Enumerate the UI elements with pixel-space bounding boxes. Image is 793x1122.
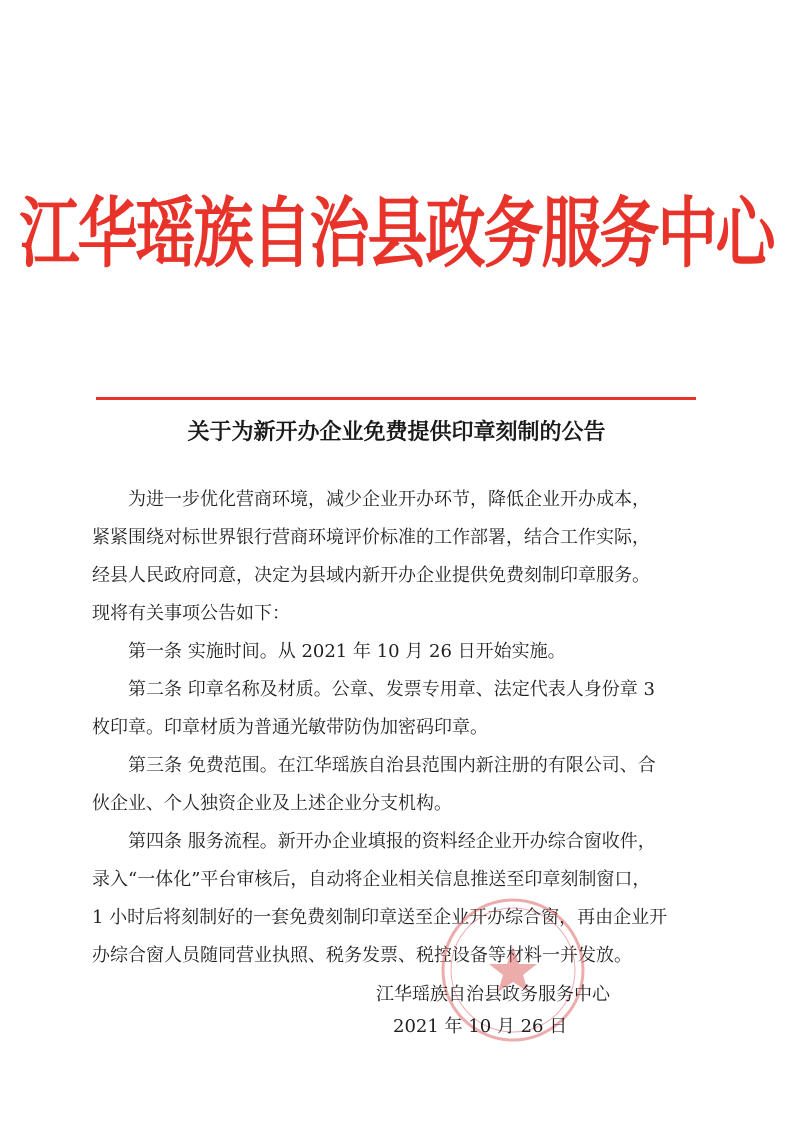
text-line: 经县人民政府同意，决定为县域内新开办企业提供免费刻制印章服务。 [92, 565, 650, 586]
text-line: 现将有关事项公告如下： [92, 603, 290, 624]
signature-org: 江华瑶族自治县政务服务中心 [376, 984, 610, 1005]
text-line: 第三条 免费范围。在江华瑶族自治县范围内新注册的有限公司、合 [128, 755, 656, 776]
paragraph-article-4 [92, 823, 712, 975]
text-line: 第二条 印章名称及材质。公章、发票专用章、法定代表人身份章 3 [128, 679, 655, 700]
document-title: 关于为新开办企业免费提供印章刻制的公告 [187, 420, 606, 445]
text-line: 为进一步优化营商环境，减少企业开办环节，降低企业开办成本， [128, 489, 650, 510]
paragraph-article-2 [92, 671, 712, 747]
paragraph-article-3 [92, 747, 712, 823]
text-line: 录入“一体化”平台审核后，自动将企业相关信息推送至印章刻制窗口， [92, 869, 651, 890]
text-line: 第一条 实施时间。从 2021 年 10 月 26 日开始实施。 [128, 641, 566, 662]
red-divider-line [96, 397, 696, 400]
text-line: 伙企业、个人独资企业及上述企业分支机构。 [92, 793, 452, 814]
signature-date: 2021 年 10 月 26 日 [393, 1016, 568, 1037]
text-line: 第四条 服务流程。新开办企业填报的资料经企业开办综合窗收件， [128, 831, 656, 852]
text-line: 枚印章。印章材质为普通光敏带防伪加密码印章。 [92, 717, 488, 738]
document-body [92, 481, 712, 975]
text-line: 紧紧围绕对标世界银行营商环境评价标准的工作部署，结合工作实际， [92, 527, 650, 548]
text-line: 1 小时后将刻制好的一套免费刻制印章送至企业开办综合窗，再由企业开 [92, 907, 668, 928]
paragraph-article-1 [92, 633, 712, 671]
paragraph-intro [92, 481, 712, 633]
org-header-title: 江华瑶族自治县政务服务中心 [19, 189, 774, 280]
text-line: 办综合窗人员随同营业执照、税务发票、税控设备等材料一并发放。 [92, 945, 632, 966]
